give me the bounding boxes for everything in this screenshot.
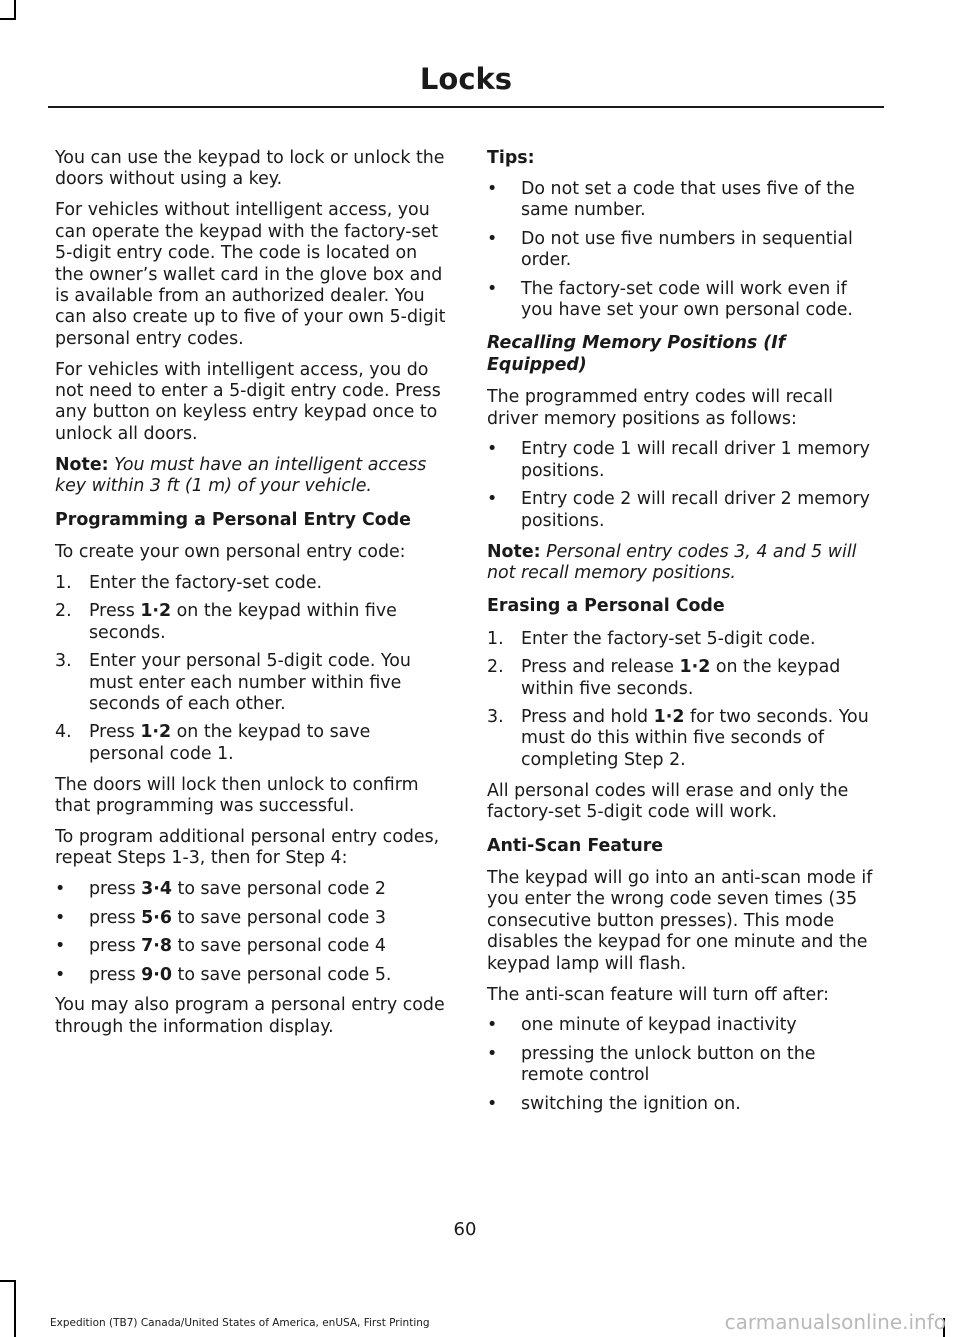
keypad-key: 3·4 bbox=[141, 879, 172, 900]
crop-mark bbox=[14, 0, 16, 18]
tips-label: Tips: bbox=[487, 148, 535, 168]
keypad-key: 9·0 bbox=[141, 964, 172, 985]
bullet-text: Do not use five numbers in sequential order. bbox=[521, 228, 853, 271]
paragraph: The anti-scan feature will turn off after: bbox=[487, 984, 829, 1005]
antiscan-list bbox=[487, 1015, 881, 1115]
bullet-text: to save personal code 2 bbox=[171, 879, 386, 900]
step-number: 2. bbox=[487, 657, 504, 678]
list-item bbox=[487, 439, 881, 482]
list-item bbox=[55, 601, 447, 644]
section-heading-memory: Recalling Memory Positions (If Equipped) bbox=[487, 333, 786, 375]
note-label: Note: bbox=[55, 454, 109, 475]
bullet-text: to save personal code 4 bbox=[171, 936, 386, 957]
step-text: Press bbox=[89, 722, 141, 743]
bullet-text: press bbox=[89, 879, 142, 900]
keypad-key: 1·2 bbox=[140, 601, 172, 622]
note-label: Note: bbox=[487, 541, 541, 562]
list-item bbox=[487, 707, 881, 771]
keypad-key: 5·6 bbox=[141, 907, 172, 928]
section-heading-antiscan: Anti-Scan Feature bbox=[487, 835, 664, 856]
list-item bbox=[487, 1044, 881, 1087]
right-column bbox=[487, 148, 881, 1125]
list-item bbox=[487, 489, 881, 532]
list-item bbox=[487, 1094, 881, 1115]
step-text: Press bbox=[89, 601, 141, 622]
note bbox=[487, 542, 881, 585]
crop-mark bbox=[0, 1280, 16, 1282]
paragraph: You can use the keypad to lock or unlock the doors without using a key. bbox=[55, 148, 445, 190]
bullet-text: Entry code 1 will recall driver 1 memory positions. bbox=[521, 439, 870, 481]
bullet-text: Do not set a code that uses five of the same number. bbox=[521, 178, 855, 221]
step-text: Enter the factory-set 5-digit code. bbox=[521, 628, 816, 649]
bullet: • bbox=[487, 1015, 498, 1036]
list-item bbox=[487, 179, 881, 222]
bullet: • bbox=[487, 1043, 498, 1064]
step-text: Press and release bbox=[521, 657, 680, 678]
list-item bbox=[55, 908, 447, 929]
programming-steps bbox=[55, 573, 447, 765]
tips-list bbox=[487, 179, 881, 321]
list-item bbox=[487, 229, 881, 272]
step-number: 3. bbox=[487, 707, 504, 728]
step-number: 2. bbox=[55, 601, 72, 622]
bullet: • bbox=[55, 879, 66, 900]
list-item bbox=[55, 965, 447, 986]
note bbox=[55, 455, 447, 498]
bullet-text: switching the ignition on. bbox=[521, 1093, 741, 1114]
paragraph: For vehicles with intelligent access, you do not need to enter a 5-digit entry code. Press any button on keyless entry keypad once to unlock all doors. bbox=[55, 359, 441, 444]
list-item bbox=[55, 936, 447, 957]
list-item bbox=[55, 573, 447, 594]
bullet: • bbox=[487, 489, 498, 510]
list-item bbox=[487, 1015, 881, 1036]
erasing-steps bbox=[487, 629, 881, 771]
step-number: 4. bbox=[55, 722, 72, 743]
paragraph: The doors will lock then unlock to confirm that programming was successful. bbox=[55, 774, 419, 817]
bullet: • bbox=[55, 964, 66, 985]
bullet: • bbox=[55, 907, 66, 928]
keypad-key: 7·8 bbox=[141, 936, 172, 957]
list-item bbox=[487, 279, 881, 322]
step-number: 1. bbox=[487, 628, 504, 649]
list-item bbox=[487, 657, 881, 700]
paragraph: To create your own personal entry code: bbox=[55, 542, 406, 562]
keypad-key: 1·2 bbox=[679, 657, 711, 678]
step-text: for two seconds. You must do this within five seconds of completing Step 2. bbox=[521, 707, 869, 770]
list-item bbox=[55, 879, 447, 900]
watermark: carmanualsonline.info bbox=[724, 1310, 946, 1334]
paragraph: For vehicles without intelligent access, you can operate the keypad with the factory-set 5-digit entry code. The code is located on the owner’s wallet card in the glove box and is available from an authorized dealer. You can also create up to five of your own 5-digit personal entry codes. bbox=[55, 200, 446, 349]
section-heading-erasing: Erasing a Personal Code bbox=[487, 596, 725, 617]
paragraph: All personal codes will erase and only the factory-set 5-digit code will work. bbox=[487, 780, 849, 823]
keypad-key: 1·2 bbox=[653, 707, 685, 728]
edition-footer: Expedition (TB7) Canada/United States of America, enUSA, First Printing bbox=[50, 1317, 430, 1329]
step-number: 1. bbox=[55, 572, 72, 593]
step-number: 3. bbox=[55, 651, 72, 672]
step-text: on the keypad to save personal code 1. bbox=[89, 722, 371, 764]
list-item bbox=[55, 722, 447, 765]
bullet-text: press bbox=[89, 907, 142, 928]
keypad-key: 1·2 bbox=[140, 722, 172, 743]
step-text: Enter your personal 5-digit code. You must enter each number within five seconds of each other. bbox=[89, 651, 411, 714]
bullet-text: one minute of keypad inactivity bbox=[521, 1015, 797, 1036]
bullet-text: pressing the unlock button on the remote control bbox=[521, 1043, 816, 1086]
bullet-text: Entry code 2 will recall driver 2 memory positions. bbox=[521, 489, 870, 531]
paragraph: You may also program a personal entry code through the information display. bbox=[55, 995, 445, 1037]
paragraph: To program additional personal entry codes, repeat Steps 1-3, then for Step 4: bbox=[55, 826, 440, 869]
bullet: • bbox=[55, 936, 66, 957]
paragraph: The keypad will go into an anti-scan mode if you enter the wrong code seven times (35 consecutive button presses). This mode disables the keypad for one minute and the keypad lamp will flash. bbox=[487, 867, 873, 974]
left-column bbox=[55, 148, 447, 1048]
bullet: • bbox=[487, 1093, 498, 1114]
bullet: • bbox=[487, 278, 498, 299]
list-item bbox=[487, 629, 881, 650]
step-text: on the keypad within five seconds. bbox=[89, 601, 397, 643]
note-text: Personal entry codes 3, 4 and 5 will not recall memory positions. bbox=[487, 541, 857, 583]
step-text: on the keypad within five seconds. bbox=[521, 657, 841, 699]
crop-mark bbox=[0, 18, 16, 20]
page-number: 60 bbox=[453, 1219, 477, 1240]
bullet-text: to save personal code 3 bbox=[171, 907, 386, 928]
list-item bbox=[55, 651, 447, 715]
bullet-text: The factory-set code will work even if you have set your own personal code. bbox=[521, 278, 853, 320]
page-title: Locks bbox=[419, 62, 513, 96]
paragraph: The programmed entry codes will recall driver memory positions as follows: bbox=[487, 387, 833, 429]
bullet: • bbox=[487, 439, 498, 460]
step-text: Press and hold bbox=[521, 707, 654, 728]
step-text: Enter the factory-set code. bbox=[89, 572, 323, 593]
crop-mark bbox=[14, 1280, 16, 1337]
section-heading-programming: Programming a Personal Entry Code bbox=[55, 509, 411, 530]
memory-list bbox=[487, 439, 881, 532]
note-text: You must have an intelligent access key within 3 ft (1 m) of your vehicle. bbox=[55, 454, 427, 497]
bullet-text: to save personal code 5. bbox=[171, 964, 392, 985]
bullet: • bbox=[487, 228, 498, 249]
bullet-text: press bbox=[89, 964, 142, 985]
header-divider bbox=[48, 106, 884, 108]
bullet-text: press bbox=[89, 936, 142, 957]
bullet: • bbox=[487, 178, 498, 199]
additional-codes-list bbox=[55, 879, 447, 986]
